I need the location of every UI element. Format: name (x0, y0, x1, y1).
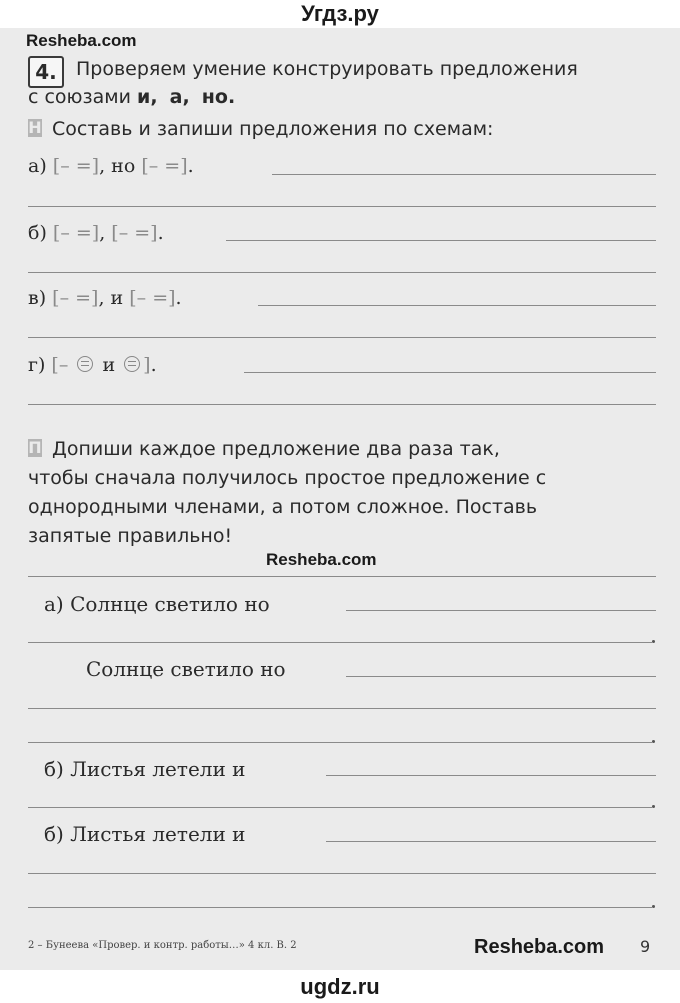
task-p-line3: однородными членами, а потом сложное. Поставь (28, 496, 538, 518)
answer-line[interactable] (28, 873, 656, 874)
scheme-box-2: [– =] (111, 222, 158, 244)
task-number: 4. (28, 56, 64, 88)
task-title-line1: Проверяем умение конструировать предложения (76, 58, 578, 80)
item-letter: в) (28, 287, 47, 309)
sentence-start: Солнце светило но (70, 592, 270, 616)
task-p-line2: чтобы сначала получилось простое предложение с (28, 467, 547, 489)
site-footer: ugdz.ru (300, 974, 380, 999)
task-title-line2 (28, 86, 235, 108)
end-period: . (157, 222, 164, 244)
page-number: 9 (640, 937, 651, 956)
conjunction-no: но. (201, 86, 236, 108)
watermark-middle: Resheba.com (266, 550, 377, 569)
item-letter: б) (44, 757, 64, 781)
scheme-box-1: [– =] (52, 222, 100, 244)
answer-line[interactable] (346, 676, 656, 677)
answer-line[interactable] (28, 337, 656, 338)
answer-line[interactable] (28, 272, 656, 273)
end-period: . (175, 287, 182, 309)
scheme-item-b (28, 222, 164, 244)
scheme-item-g (28, 354, 157, 376)
sentence-start: Листья летели и (70, 822, 246, 846)
task-title-prefix: с союзами (28, 86, 138, 108)
scheme-open: [– (51, 354, 69, 376)
item-letter: а) (28, 155, 47, 177)
footer-credit: 2 – Бунеева «Провер. и контр. работы…» 4 кл. В. 2 (28, 940, 297, 951)
scheme-box-2: [– =] (129, 287, 176, 309)
watermark-top-left: Resheba.com (26, 31, 137, 50)
answer-line[interactable] (28, 642, 652, 643)
answer-line[interactable] (244, 372, 656, 373)
completion-item-a2 (86, 657, 286, 681)
connector: , и (98, 287, 124, 309)
item-letter: б) (28, 222, 47, 244)
answer-line[interactable] (28, 576, 656, 577)
scheme-item-a (28, 155, 194, 177)
answer-line[interactable] (326, 841, 656, 842)
end-period: . (187, 155, 194, 177)
connector: , (99, 222, 106, 244)
scheme-box-1: [– =] (52, 287, 99, 309)
predicate-circle-icon (124, 356, 140, 372)
conjunction-a: а, (169, 86, 190, 108)
answer-line[interactable] (28, 206, 656, 207)
sentence-start: Солнце светило но (86, 657, 286, 681)
scheme-box-2: [– =] (141, 155, 188, 177)
scheme-item-v (28, 287, 182, 309)
completion-item-b2 (44, 822, 246, 846)
answer-line[interactable] (346, 610, 656, 611)
item-letter: а) (44, 592, 64, 616)
watermark-bottom-right: Resheba.com (474, 936, 605, 958)
sentence-start: Листья летели и (70, 757, 246, 781)
answer-line[interactable] (28, 742, 652, 743)
site-header: Угдз.ру (301, 1, 379, 26)
task-p-text-line1: Допиши каждое предложение два раза так, (52, 438, 500, 460)
conjunction: и (102, 354, 116, 376)
completion-item-b (44, 757, 246, 781)
task-p-line1 (28, 438, 500, 460)
item-letter: б) (44, 822, 64, 846)
item-letter: г) (28, 354, 46, 376)
subtask-instruction (28, 118, 493, 140)
answer-line[interactable] (28, 708, 656, 709)
answer-line[interactable] (226, 240, 656, 241)
subtask-text: Составь и запиши предложения по схемам: (52, 118, 494, 140)
predicate-circle-icon (77, 356, 93, 372)
subtask-label-n: Н (28, 118, 42, 137)
scheme-box-1: [– =] (52, 155, 100, 177)
completion-item-a (44, 592, 270, 616)
period-dot (652, 905, 655, 908)
answer-line[interactable] (28, 907, 652, 908)
scheme-close: ] (143, 354, 151, 376)
conjunction-i: и, (137, 86, 158, 108)
answer-line[interactable] (326, 775, 656, 776)
answer-line[interactable] (258, 305, 656, 306)
answer-line[interactable] (28, 404, 656, 405)
end-period: . (150, 354, 157, 376)
task-label-p: П (28, 438, 42, 457)
answer-line[interactable] (272, 174, 656, 175)
connector: , но (99, 155, 136, 177)
task-p-line4: запятые правильно! (28, 525, 233, 547)
period-dot (652, 740, 655, 743)
period-dot (652, 805, 655, 808)
answer-line[interactable] (28, 807, 652, 808)
period-dot (652, 640, 655, 643)
